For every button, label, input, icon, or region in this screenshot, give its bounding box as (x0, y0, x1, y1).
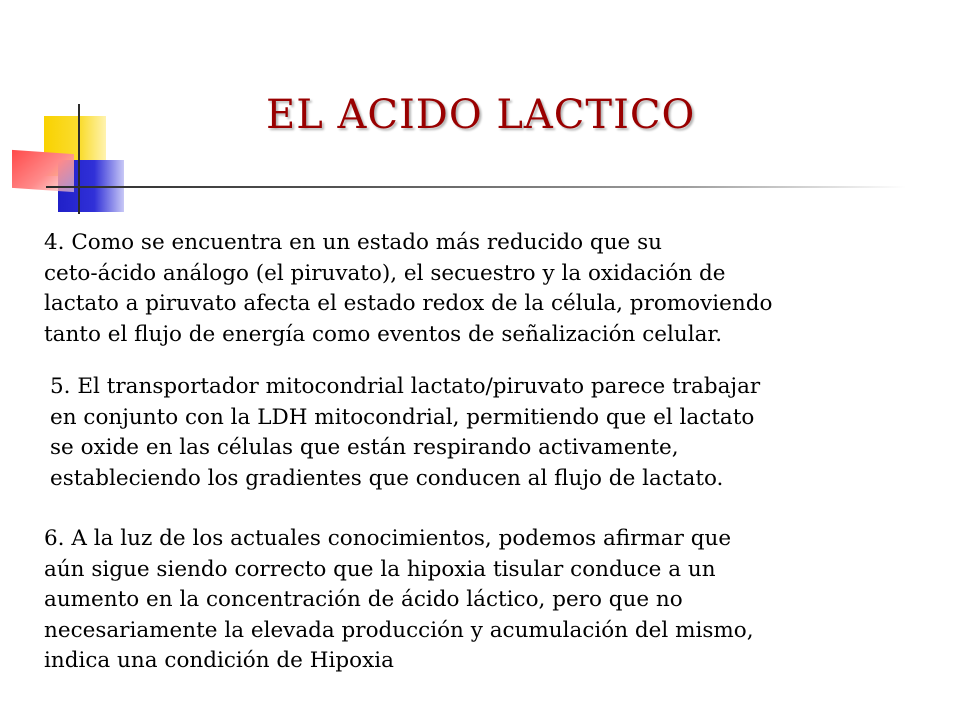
paragraph-4: 4. Como se encuentra en un estado más reducido que su ceto-ácido análogo (el piruvato), el secuestro y la oxidación de lactato a piruvato afecta el estado redox de la célula, promoviendo tanto el flujo de energía como eventos de señalización celular. (44, 230, 773, 347)
slide-title: EL ACIDO LACTICO (266, 92, 696, 138)
title-underline (46, 186, 906, 188)
paragraph-5: 5. El transportador mitocondrial lactato/piruvato parece trabajar en conjunto con la LDH mitocondrial, permitiendo que el lactato se oxide en las células que están respirando activamente, estableciendo los gradientes que conducen al flujo de lactato. (50, 374, 761, 491)
paragraph-6: 6. A la luz de los actuales conocimientos, podemos afirmar que aún sigue siendo correcto que la hipoxia tisular conduce a un aumento en la concentración de ácido láctico, pero que no necesariamente la elevada producción y acumulación del mismo, indica una condición de Hipoxia (44, 526, 754, 673)
decorative-vertical-line (78, 104, 80, 214)
